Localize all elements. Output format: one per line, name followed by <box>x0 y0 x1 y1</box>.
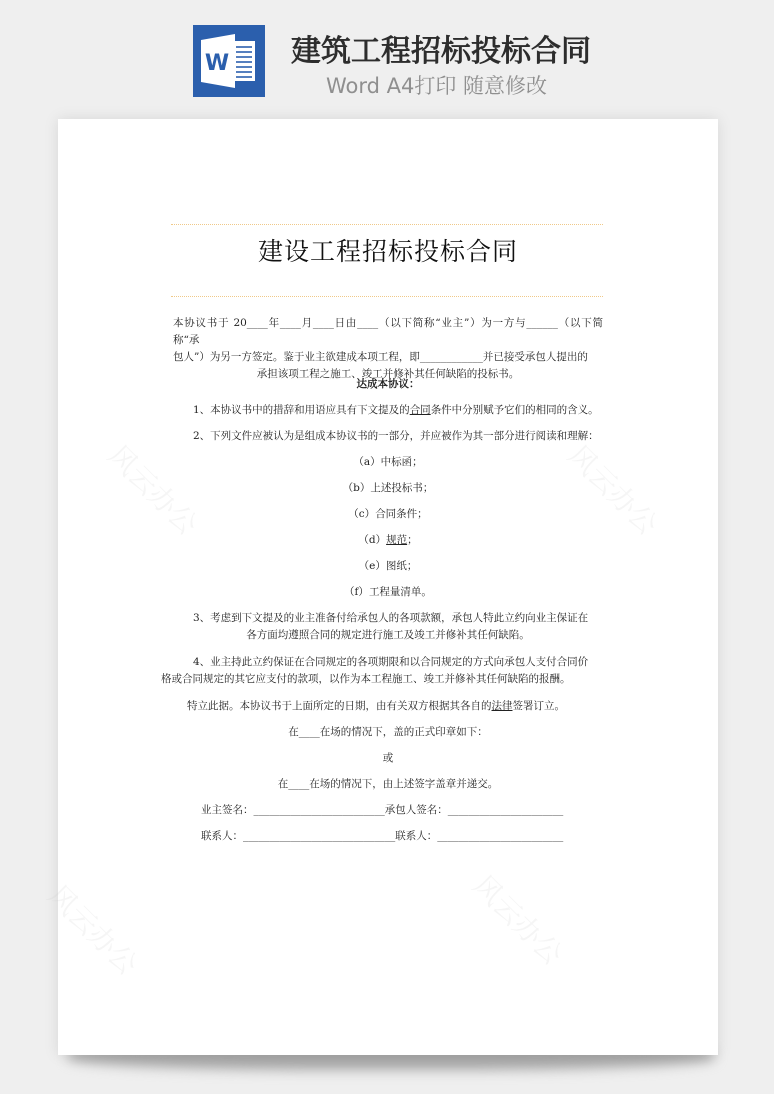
clause-3 <box>173 610 603 644</box>
clause-4-line: 4、业主持此立约保证在合同规定的各项期限和以合同规定的方式向承包人支付合同价 <box>193 656 589 668</box>
item-prefix: （c） <box>348 508 376 520</box>
item-a <box>173 454 603 471</box>
word-logo-icon <box>193 25 265 97</box>
word-icon <box>193 25 265 97</box>
svg-text:W: W <box>204 51 230 76</box>
intro-paragraph <box>173 315 603 383</box>
clause-4-line: 格或合同规定的其它应支付的款项，以作为本工程施工、竣工并修补其任何缺陷的报酬。 <box>161 673 571 685</box>
contract-link[interactable]: 合同 <box>409 404 431 416</box>
item-text: 合同条件； <box>375 508 428 520</box>
item-prefix: （a） <box>353 456 381 468</box>
watermark: 风云办公 <box>41 878 145 982</box>
contractor-contact-field[interactable]: 联系人：________________________ <box>395 830 564 842</box>
agreement-heading: 达成本协议： <box>356 378 420 390</box>
witness-text: 特立此据。本协议书于上面所定的日期，由有关双方根据其各自的 <box>187 700 492 712</box>
owner-contact-field[interactable]: 联系人：_____________________________ <box>201 830 396 842</box>
signature-row <box>201 802 621 819</box>
header-title: 建筑工程招标投标合同 <box>291 34 591 69</box>
item-prefix: （b） <box>342 482 371 494</box>
specification-link[interactable]: 规范 <box>386 534 408 546</box>
watermark: 风云办公 <box>101 438 205 542</box>
clause-2: 2、下列文件应被认为是组成本协议书的一部分，并应被作为其一部分进行阅读和理解： <box>193 430 599 442</box>
document-title: 建设工程招标投标合同 <box>257 237 518 266</box>
intro-line: 本协议书于 20____年____月____日由____（以下简称“业主”）为一方与______（以下简称“承 <box>173 317 603 346</box>
item-prefix: （d） <box>358 534 387 546</box>
item-d <box>173 532 603 549</box>
item-text: 中标函； <box>380 456 423 468</box>
or-line: 或 <box>382 752 394 764</box>
intro-line: 承担该项工程之施工、竣工并修补其任何缺陷的投标书。 <box>256 368 520 380</box>
document-page <box>41 119 718 1055</box>
header <box>0 0 774 110</box>
contact-row <box>201 828 621 845</box>
contractor-signature-field[interactable]: 承包人签名：______________________ <box>384 804 564 816</box>
watermark: 风云办公 <box>561 438 665 542</box>
sign-line: 在____在场的情况下，由上述签字盖章并递交。 <box>277 778 499 790</box>
clause-3-line: 各方面均遵照合同的规定进行施工及竣工并修补其任何缺陷。 <box>246 629 530 641</box>
witness-text: 签署订立。 <box>512 700 565 712</box>
item-f <box>173 584 603 601</box>
item-text: 工程量清单。 <box>368 586 432 598</box>
law-link[interactable]: 法律 <box>491 700 513 712</box>
owner-signature-field[interactable]: 业主签名：_________________________ <box>201 804 385 816</box>
clause-3-line: 3、考虑到下文提及的业主准备付给承包人的各项款额，承包人特此立约向业主保证在 <box>193 612 589 624</box>
item-text: 上述投标书； <box>370 482 434 494</box>
clause-1-text: 条件中分别赋予它们的相同的含义。 <box>430 404 599 416</box>
item-prefix: （e） <box>358 560 386 572</box>
seal-line: 在____在场的情况下，盖的正式印章如下： <box>288 726 488 738</box>
watermark: 风云办公 <box>466 868 570 972</box>
item-text: 图纸； <box>385 560 418 572</box>
item-prefix: （f） <box>344 586 369 598</box>
intro-line: 包人”）为另一方签定。鉴于业主欲建成本项工程，即____________并已接受承包人提出的 <box>173 351 588 363</box>
witness-paragraph <box>187 698 617 715</box>
header-subtitle: Word A4打印 随意修改 <box>326 74 548 98</box>
item-c <box>173 506 603 523</box>
clause-4 <box>161 654 613 688</box>
item-e <box>173 558 603 575</box>
item-suffix: ； <box>407 534 418 546</box>
title-rule-bottom <box>171 296 603 297</box>
clause-1-text: 1、本协议书中的措辞和用语应具有下文提及的 <box>193 404 410 416</box>
title-rule-top <box>171 224 603 225</box>
clause-1 <box>193 402 623 419</box>
item-b <box>173 480 603 497</box>
